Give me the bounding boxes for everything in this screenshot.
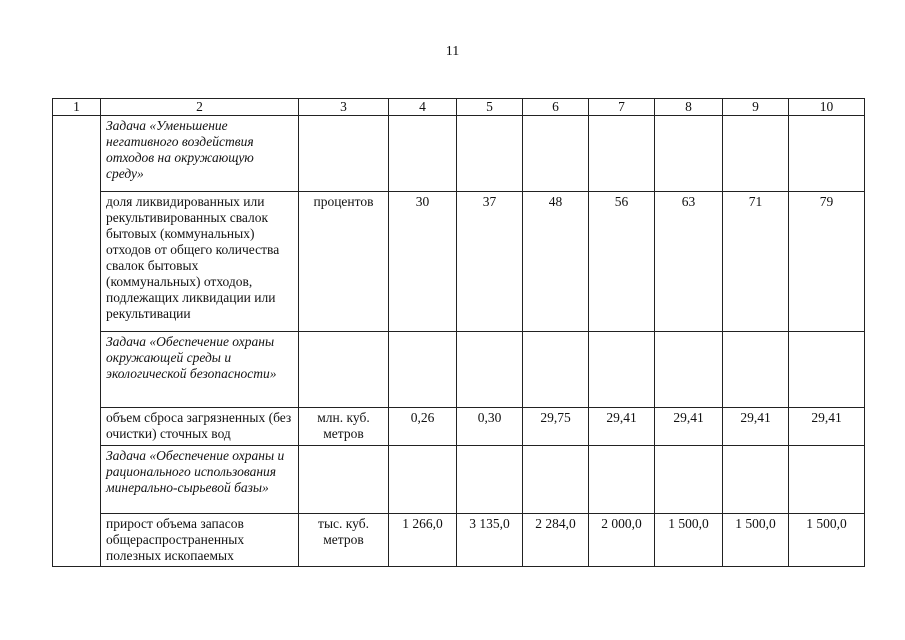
value-cell — [789, 116, 865, 192]
table-row — [53, 116, 865, 192]
value-cell: 1 500,0 — [789, 514, 865, 567]
value-cell — [457, 446, 523, 514]
value-cell — [523, 446, 589, 514]
value-cell: 79 — [789, 192, 865, 332]
unit-cell — [299, 116, 389, 192]
value-cell — [723, 446, 789, 514]
header-cell: 3 — [299, 99, 389, 116]
header-cell: 1 — [53, 99, 101, 116]
unit-cell — [299, 332, 389, 408]
value-cell — [523, 116, 589, 192]
row-number-cell — [53, 116, 101, 567]
value-cell — [789, 446, 865, 514]
indicator-cell: доля ликвидированных или рекультивированных свалок бытовых (коммунальных) отходов от общего количества свалок бытовых (коммунальных) отходов, подлежащих ликвидации или рекультивации — [101, 192, 299, 332]
indicator-cell: прирост объема запасов общераспространенных полезных ископаемых — [101, 514, 299, 567]
value-cell — [655, 116, 723, 192]
unit-cell: млн. куб. метров — [299, 408, 389, 446]
header-cell: 8 — [655, 99, 723, 116]
table-row — [53, 332, 865, 408]
header-cell: 7 — [589, 99, 655, 116]
value-cell: 29,75 — [523, 408, 589, 446]
value-cell: 1 500,0 — [655, 514, 723, 567]
value-cell: 29,41 — [723, 408, 789, 446]
value-cell — [723, 332, 789, 408]
unit-cell — [299, 446, 389, 514]
header-cell: 4 — [389, 99, 457, 116]
task-title-cell: Задача «Обеспечение охраны окружающей среды и экологической безопасности» — [101, 332, 299, 408]
header-cell: 10 — [789, 99, 865, 116]
header-cell: 9 — [723, 99, 789, 116]
header-cell: 5 — [457, 99, 523, 116]
value-cell: 1 266,0 — [389, 514, 457, 567]
value-cell — [789, 332, 865, 408]
indicator-cell: объем сброса загрязненных (без очистки) сточных вод — [101, 408, 299, 446]
header-cell: 6 — [523, 99, 589, 116]
value-cell — [457, 332, 523, 408]
value-cell: 63 — [655, 192, 723, 332]
value-cell — [389, 446, 457, 514]
value-cell — [589, 116, 655, 192]
value-cell: 56 — [589, 192, 655, 332]
table-row — [53, 408, 865, 446]
header-row — [53, 99, 865, 116]
value-cell — [723, 116, 789, 192]
table-row — [53, 446, 865, 514]
value-cell: 0,30 — [457, 408, 523, 446]
unit-cell: процентов — [299, 192, 389, 332]
value-cell: 30 — [389, 192, 457, 332]
value-cell — [389, 116, 457, 192]
value-cell: 37 — [457, 192, 523, 332]
value-cell — [389, 332, 457, 408]
value-cell — [523, 332, 589, 408]
value-cell — [589, 332, 655, 408]
value-cell: 2 284,0 — [523, 514, 589, 567]
value-cell: 29,41 — [655, 408, 723, 446]
value-cell: 1 500,0 — [723, 514, 789, 567]
unit-cell: тыс. куб. метров — [299, 514, 389, 567]
value-cell: 3 135,0 — [457, 514, 523, 567]
task-title-cell: Задача «Обеспечение охраны и рационального использования минерально-сырьевой базы» — [101, 446, 299, 514]
table-row — [53, 514, 865, 567]
value-cell — [589, 446, 655, 514]
value-cell: 2 000,0 — [589, 514, 655, 567]
value-cell: 71 — [723, 192, 789, 332]
page-number: 11 — [445, 44, 460, 59]
value-cell: 29,41 — [589, 408, 655, 446]
table-row — [53, 192, 865, 332]
value-cell: 29,41 — [789, 408, 865, 446]
value-cell: 0,26 — [389, 408, 457, 446]
value-cell — [457, 116, 523, 192]
value-cell — [655, 446, 723, 514]
task-title-cell: Задача «Уменьшение негативного воздействия отходов на окружающую среду» — [101, 116, 299, 192]
value-cell — [655, 332, 723, 408]
indicators-table — [52, 98, 865, 567]
header-cell: 2 — [101, 99, 299, 116]
value-cell: 48 — [523, 192, 589, 332]
